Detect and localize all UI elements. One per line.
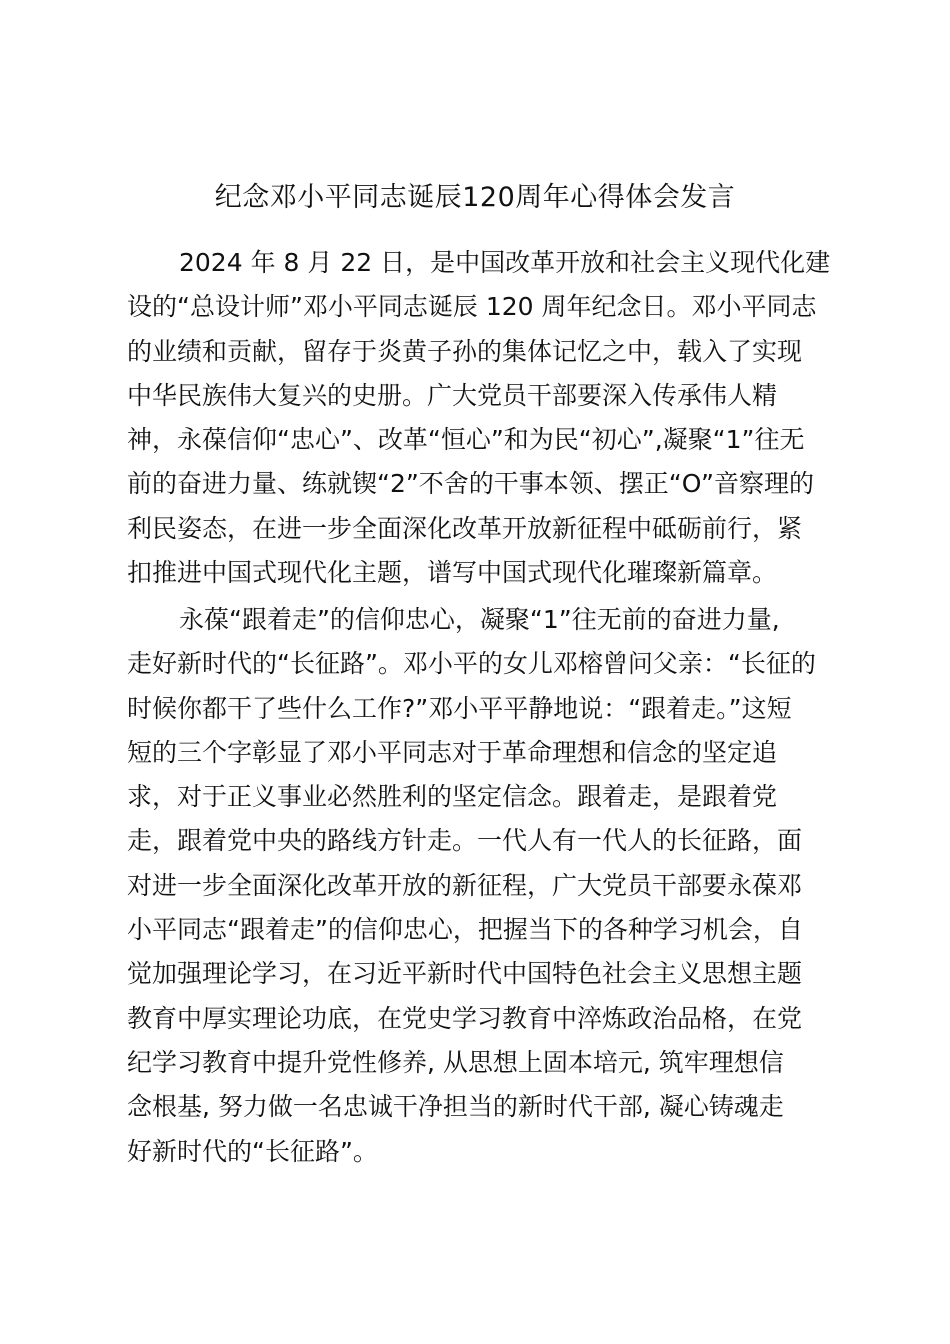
paragraph-line: 教育中厚实理论功底，在党史学习教育中淬炼政治品格，在党: [127, 1003, 803, 1033]
paragraph-line: 求，对于正义事业必然胜利的坚定信念。跟着走，是跟着党: [127, 782, 778, 812]
paragraph-line: 利民姿态，在进一步全面深化改革开放新征程中砥砺前行，紧: [127, 513, 803, 543]
paragraph-line: 中华民族伟大复兴的史册。广大党员干部要深入传承伟人精: [127, 380, 778, 410]
paragraph-line: 纪学习教育中提升党性修养, 从思想上固本培元, 筑牢理想信: [127, 1047, 784, 1077]
paragraph-line: 觉加强理论学习，在习近平新时代中国特色社会主义思想主题: [127, 959, 803, 989]
paragraph-line: 永葆“跟着走”的信仰忠心，凝聚“1”往无前的奋进力量,: [179, 605, 780, 634]
paragraph-line: 走好新时代的“长征路”。邓小平的女儿邓榕曾问父亲：“长征的: [127, 649, 816, 679]
paragraph-line: 时候你都干了些什么工作?”邓小平平静地说：“跟着走。”这短: [127, 693, 792, 723]
paragraph-line: 神，永葆信仰“忠心”、改革“恒心”和为民“初心”,凝聚“1”往无: [127, 425, 805, 455]
paragraph-line: 走，跟着党中央的路线方针走。一代人有一代人的长征路，面: [127, 826, 803, 856]
paragraph-line: 念根基, 努力做一名忠诚干净担当的新时代干部, 凝心铸魂走: [127, 1092, 784, 1122]
paragraph-line: 对进一步全面深化改革开放的新征程，广大党员干部要永葆邓: [127, 870, 803, 900]
paragraph-line: 设的“总设计师”邓小平同志诞辰 120 周年纪念日。邓小平同志: [127, 292, 817, 322]
paragraph-line: 前的奋进力量、练就锲“2”不舍的干事本领、摆正“O”音察理的: [127, 469, 814, 499]
paragraph-2: [127, 598, 837, 1174]
paragraph-line: 2024 年 8 月 22 日，是中国改革开放和社会主义现代化建: [179, 248, 831, 277]
paragraph-line: 小平同志“跟着走”的信仰忠心，把握当下的各种学习机会，自: [127, 915, 803, 945]
document-title: 纪念邓小平同志诞辰120周年心得体会发言: [214, 182, 736, 213]
paragraph-line: 好新时代的“长征路”。: [127, 1136, 378, 1166]
paragraph-line: 扣推进中国式现代化主题，谱写中国式现代化璀璨新篇章。: [127, 558, 778, 588]
paragraph-line: 短的三个字彰显了邓小平同志对于革命理想和信念的坚定追: [127, 737, 778, 767]
paragraph-line: 的业绩和贡献，留存于炎黄子孙的集体记忆之中，载入了实现: [127, 336, 803, 366]
paragraph-1: [127, 241, 837, 595]
